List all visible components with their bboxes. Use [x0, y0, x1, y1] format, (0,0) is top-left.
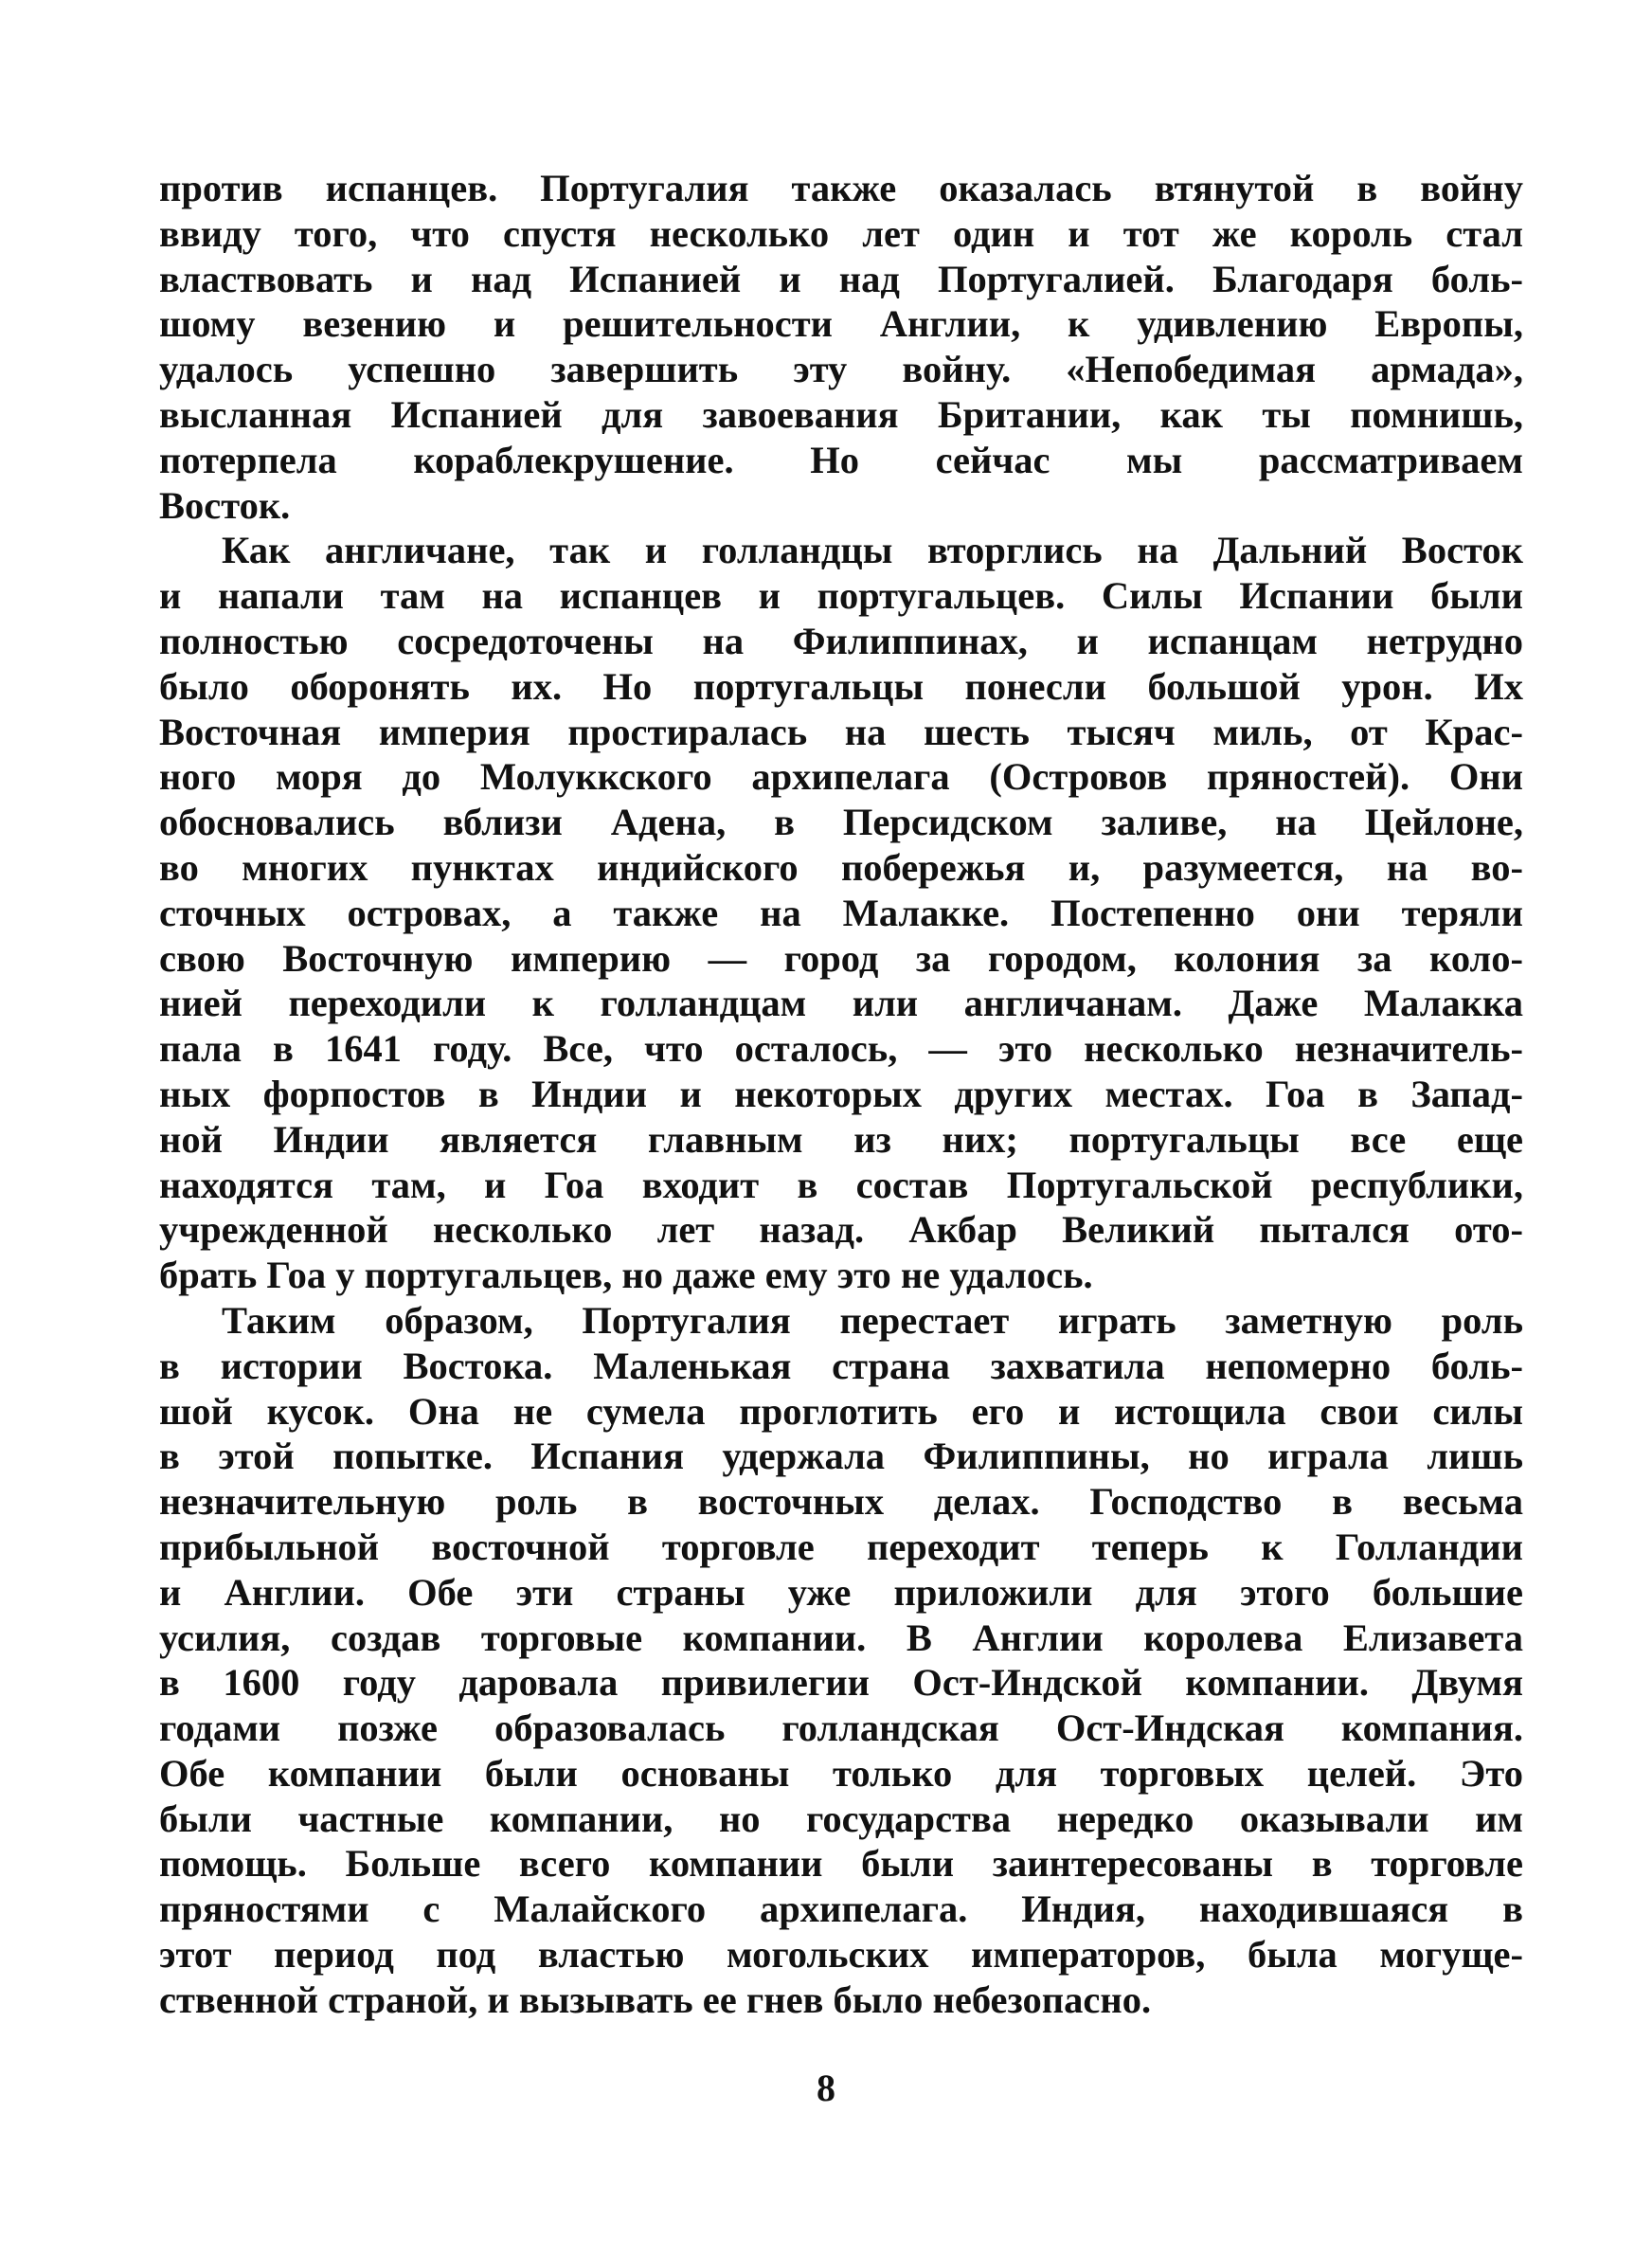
text-line: этот период под властью могольских императоров, была могуще- [159, 1933, 1523, 1977]
text-line: Таким образом, Португалия перестает играть заметную роль [222, 1298, 1523, 1342]
text-line: годами позже образовалась голландская Ост-Индская компания. [159, 1706, 1523, 1750]
text-line: в истории Востока. Маленькая страна захватила непомерно боль- [159, 1344, 1523, 1387]
text-line: и Англии. Обе эти страны уже приложили для этого большие [159, 1570, 1523, 1614]
text-line: высланная Испанией для завоевания Британии, как ты помнишь, [159, 392, 1523, 436]
text-line: ных форпостов в Индии и некоторых других местах. Гоа в Запад- [159, 1072, 1523, 1115]
text-line: брать Гоа у португальцев, но даже ему это не удалось. [159, 1254, 1093, 1297]
text-line: властвовать и над Испанией и над Португалией. Благодаря боль- [159, 257, 1523, 300]
text-line: незначительную роль в восточных делах. Господство в весьма [159, 1480, 1523, 1524]
text-line: помощь. Больше всего компании были заинтересованы в торговле [159, 1842, 1523, 1886]
text-line: обосновались вблизи Адена, в Персидском заливе, на Цейлоне, [159, 801, 1523, 844]
text-line: нией переходили к голландцам или англичанам. Даже Малакка [159, 982, 1523, 1025]
text-line: сточных островах, а также на Малакке. Постепенно они теряли [159, 891, 1523, 934]
text-line: в 1600 году даровала привилегии Ост-Индской компании. Двумя [159, 1661, 1523, 1705]
paragraph-2 [159, 528, 1523, 1298]
text-line: ной Индии является главным из них; португальцы все еще [159, 1117, 1523, 1161]
text-line: ственной страной, и вызывать ее гнев было небезопасно. [159, 1977, 1152, 2021]
text-line: ввиду того, что спустя несколько лет один и тот же король стал [159, 211, 1523, 255]
text-line: против испанцев. Португалия также оказалась втянутой в войну [159, 167, 1523, 209]
text-line: прибыльной восточной торговле переходит теперь к Голландии [159, 1525, 1523, 1568]
text-line: Восток. [159, 483, 291, 527]
paragraph-3 [159, 1298, 1523, 2023]
text-line: Обе компании были основаны только для торговых целей. Это [159, 1751, 1523, 1795]
text-line: потерпела кораблекрушение. Но сейчас мы рассматриваем [159, 438, 1523, 481]
text-line: Восточная империя простиралась на шесть тысяч миль, от Крас- [159, 710, 1523, 753]
text-line: находятся там, и Гоа входит в состав Португальской республики, [159, 1163, 1523, 1206]
text-line: пала в 1641 году. Все, что осталось, — это несколько незначитель- [159, 1027, 1523, 1071]
text-line: шой кусок. Она не сумела проглотить его и истощила свои силы [159, 1389, 1523, 1433]
text-line: в этой попытке. Испания удержала Филиппины, но играла лишь [159, 1435, 1523, 1478]
text-line: усилия, создав торговые компании. В Англии королева Елизавета [159, 1616, 1523, 1659]
page-number: 8 [817, 2067, 835, 2109]
text-line: удалось успешно завершить эту войну. «Непобедимая армада», [159, 348, 1523, 391]
text-line: Как англичане, так и голландцы вторглись на Дальний Восток [222, 529, 1523, 572]
text-line: во многих пунктах индийского побережья и, разумеется, на во- [159, 845, 1523, 889]
text-line: полностью сосредоточены на Филиппинах, и испанцам нетрудно [159, 619, 1523, 662]
text-line: ного моря до Молуккского архипелага (Островов пряностей). Они [159, 755, 1523, 799]
page-body [159, 166, 1523, 2023]
paragraph-1 [159, 166, 1523, 528]
text-line: учрежденной несколько лет назад. Акбар Великий пытался ото- [159, 1208, 1523, 1252]
text-line: шому везению и решительности Англии, к удивлению Европы, [159, 302, 1523, 346]
text-line: были частные компании, но государства нередко оказывали им [159, 1797, 1523, 1840]
text-line: было оборонять их. Но португальцы понесли большой урон. Их [159, 664, 1523, 708]
text-line: свою Восточную империю — город за городом, колония за коло- [159, 936, 1523, 980]
text-line: пряностями с Малайского архипелага. Индия, находившаяся в [159, 1887, 1523, 1931]
text-line: и напали там на испанцев и португальцев. Силы Испании были [159, 574, 1523, 618]
